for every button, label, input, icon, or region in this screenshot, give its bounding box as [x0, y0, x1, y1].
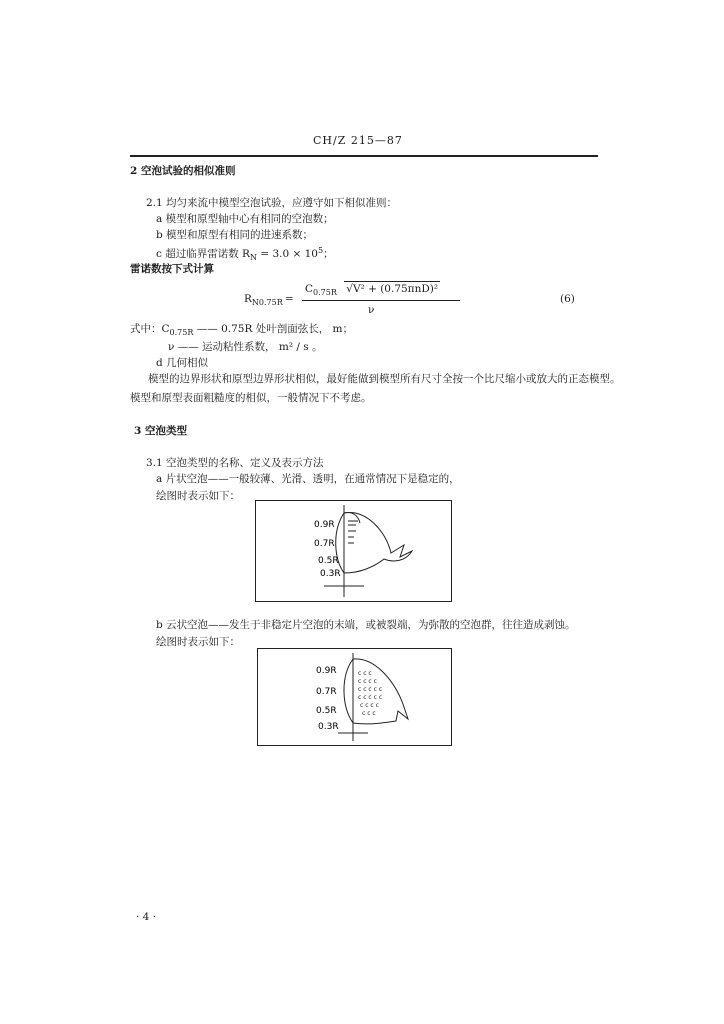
- svg-text:c c c c: c c c c: [358, 678, 377, 685]
- page-number: · 4 ·: [136, 911, 157, 923]
- formula-c-sub: 0.75R: [313, 288, 337, 297]
- item-c-end: ；: [323, 248, 334, 260]
- formula-r-sub: N0.75R: [251, 298, 283, 307]
- where-c: 式中：C: [130, 323, 170, 335]
- cloud-cavitation-drawing: [258, 649, 451, 745]
- fraction-bar: [302, 300, 460, 301]
- clause-3-1: 3.1 空泡类型的名称、定义及表示方法: [146, 457, 324, 469]
- fig2-label-05: 0.5R: [316, 706, 337, 716]
- fig2-label-09: 0.9R: [316, 666, 337, 676]
- formula-root: √V² + (0.75πnD)²: [346, 283, 439, 295]
- section-3-title: 3 空泡类型: [134, 425, 187, 437]
- where-line-1: [130, 322, 353, 340]
- fig1-label-05: 0.5R: [318, 556, 339, 566]
- formula-denominator: ν: [368, 304, 375, 316]
- sheet-cavitation-drawing: [256, 501, 451, 601]
- equation-number: (6): [560, 293, 575, 305]
- where-line-2: ν —— 运动粘性系数， m² / s 。: [168, 341, 323, 353]
- similarity-paragraph: 模型的边界形状和原型边界形状相似，最好能做到模型所有尺寸全按一个比尺缩小或放大的正态模型。模型和原型表面粗糙度的相似，一般情况下不考虑。: [130, 373, 621, 404]
- fig2-label-07: 0.7R: [316, 687, 337, 697]
- svg-text:c c c c c: c c c c c: [358, 694, 383, 701]
- item-a: a 模型和原型轴中心有相同的空泡数；: [156, 213, 334, 225]
- item-c-mid: = 3.0 × 10: [256, 248, 318, 260]
- standard-number: CH/Z 215—87: [313, 134, 403, 147]
- sheet-cavitation-desc: a 片状空泡——一般较薄、光滑、透明，在通常情况下是稳定的，: [156, 473, 460, 485]
- reynolds-calc-label: 雷诺数按下式计算: [130, 263, 214, 275]
- where-c-sub: 0.75R: [169, 328, 194, 337]
- formula-numerator: [305, 281, 440, 300]
- formula-root-body: V² + (0.75πnD)²: [352, 283, 439, 295]
- item-c-sub: N: [249, 253, 257, 262]
- fig2-label-03: 0.3R: [318, 722, 339, 732]
- where-c-desc: —— 0.75R 处叶剖面弦长， m；: [193, 323, 353, 335]
- fig1-label-03: 0.3R: [320, 569, 341, 579]
- fig1-label-07: 0.7R: [314, 539, 335, 549]
- formula-eq: =: [284, 293, 294, 305]
- sheet-draw-label: 绘图时表示如下：: [156, 490, 240, 502]
- header-rule: [130, 155, 598, 157]
- formula-lhs: [244, 292, 294, 310]
- item-c-sup: 5: [317, 246, 324, 255]
- fig1-label-09: 0.9R: [314, 520, 335, 530]
- svg-text:c c c c: c c c c: [360, 702, 379, 709]
- item-d: d 几何相似: [156, 357, 209, 369]
- item-b: b 模型和原型有相同的进速系数；: [156, 229, 314, 241]
- formula-r: R: [244, 293, 252, 305]
- cloud-cavitation-figure: [257, 648, 452, 746]
- section-2-title: 2 空泡试验的相似准则: [130, 165, 236, 177]
- item-c-prefix: c 超过临界雷诺数 R: [156, 248, 250, 260]
- cloud-draw-label: 绘图时表示如下：: [156, 636, 240, 648]
- svg-text:c c c c c: c c c c c: [358, 686, 383, 693]
- sheet-cavitation-figure: [255, 500, 452, 602]
- cloud-cavitation-desc: b 云状空泡——发生于非稳定片空泡的末端，或被裂端，为弥散的空泡群，往往造成剥蚀。: [156, 619, 576, 631]
- formula-c: C: [305, 283, 314, 295]
- svg-text:c c c: c c c: [358, 670, 372, 677]
- svg-text:c c c: c c c: [362, 710, 376, 717]
- clause-2-1: 2.1 均匀来流中模型空泡试验，应遵守如下相似准则：: [146, 197, 398, 209]
